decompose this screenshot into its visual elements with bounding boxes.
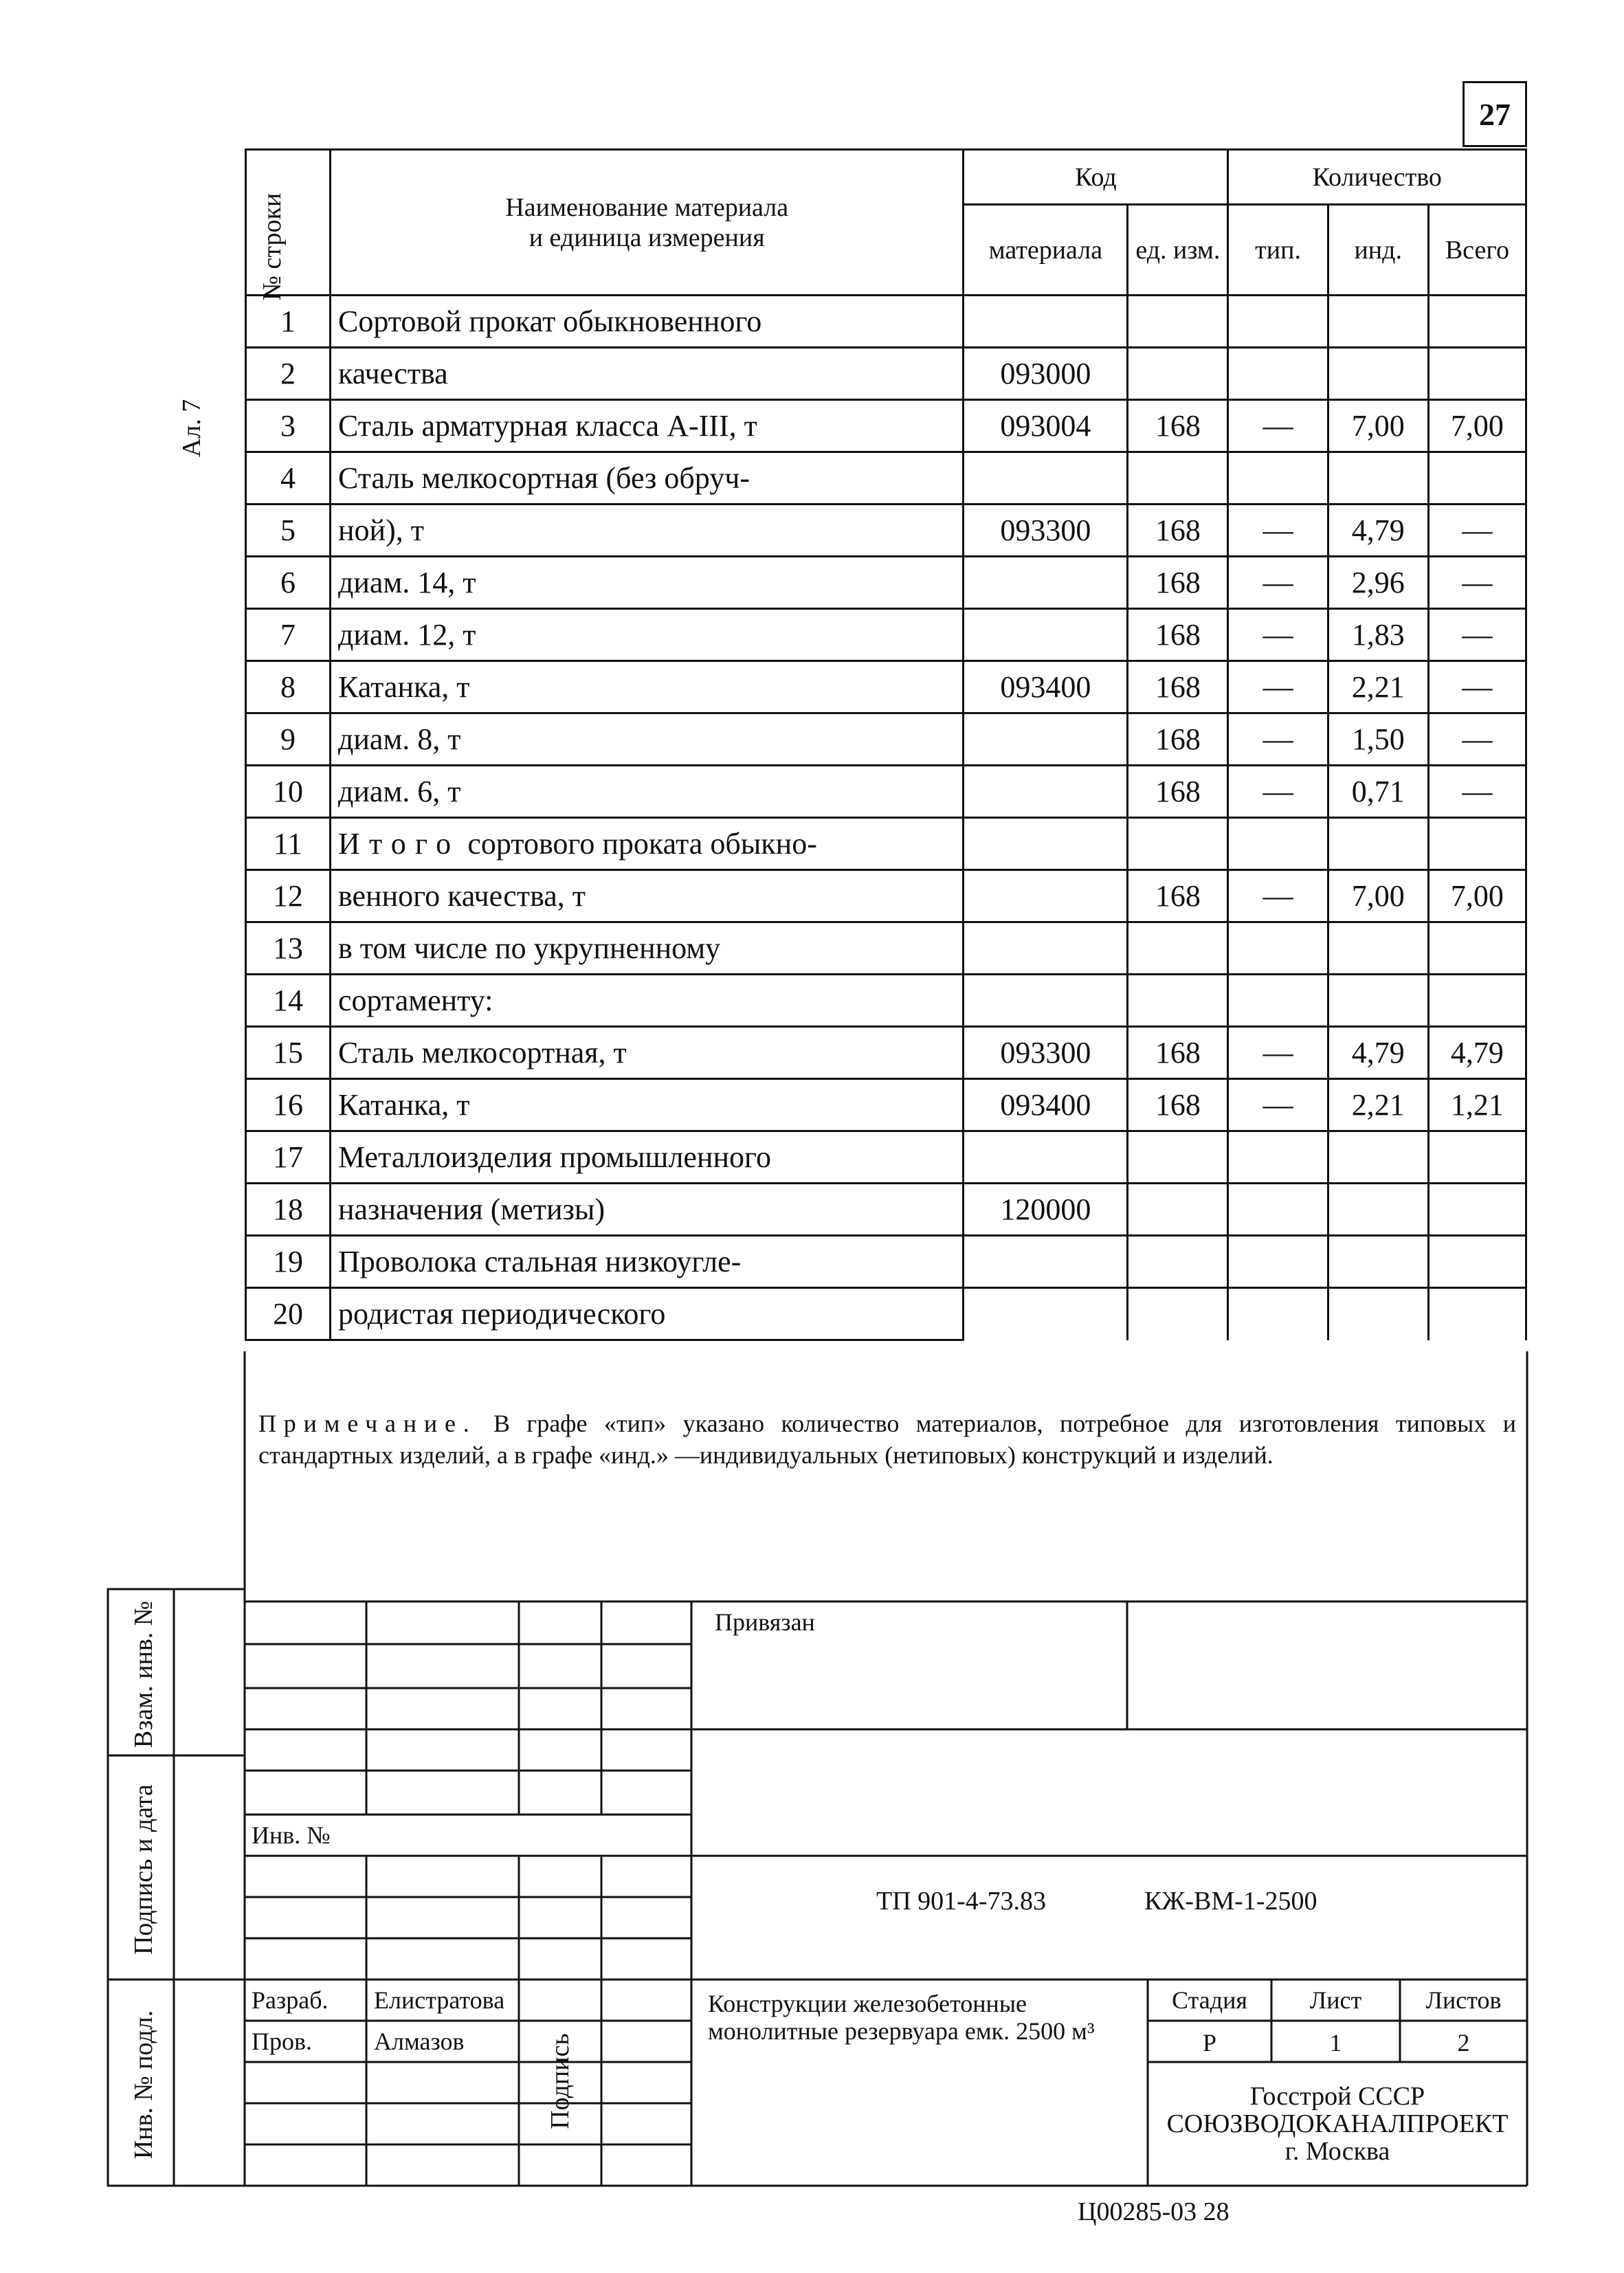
material-name-text: Сортовой прокат обыкновенного: [337, 304, 762, 338]
row-number: 16: [246, 1079, 331, 1131]
qty-total: 7,00: [1428, 870, 1526, 922]
header-qty-typ: тип.: [1228, 205, 1328, 296]
inv-no-label: Инв. №: [252, 1821, 331, 1849]
qty-ind: 7,00: [1328, 870, 1428, 922]
material-name-text: сортаменту:: [337, 983, 493, 1017]
role-checker: Пров.: [252, 2028, 312, 2055]
unit-code: 168: [1128, 557, 1228, 609]
note-text: В графе «тип» указано количество материалов, потребное для изготовления типовых и стандартных изделий, а в графе «инд.» —индивидуальных (нетиповых) конструкций и изделий.: [258, 1410, 1516, 1469]
material-name-text: сортового проката обыкно-: [460, 826, 817, 861]
unit-code: 168: [1128, 400, 1228, 452]
header-name-line2: и единица измерения: [529, 223, 765, 252]
person-developer: Елистратова: [374, 1986, 505, 2014]
material-name-text: качества: [337, 356, 448, 390]
unit-code: 168: [1128, 1027, 1228, 1079]
row-number: 17: [246, 1131, 331, 1184]
row-number: 4: [246, 452, 331, 505]
header-name-line1: Наименование материала: [505, 192, 789, 222]
qty-ind: 2,21: [1328, 661, 1428, 713]
material-code: 093300: [964, 505, 1128, 557]
material-name-text: Сталь арматурная класса А-III, т: [337, 408, 757, 443]
row-number: 11: [246, 818, 331, 870]
material-name-text: родистая периодического: [337, 1296, 666, 1331]
qty-typ: —: [1228, 609, 1328, 661]
qty-total: —: [1428, 661, 1526, 713]
row-number: 12: [246, 870, 331, 922]
material-name-text: Сталь мелкосортная, т: [337, 1035, 627, 1069]
page-footer: Ц00285-03 28: [1078, 2197, 1230, 2226]
material-name-text: назначения (метизы): [337, 1192, 605, 1226]
appendix-label: Ал. 7: [177, 399, 206, 458]
qty-typ: —: [1228, 505, 1328, 557]
org-line2: СОЮЗВОДОКАНАЛПРОЕКТ: [1166, 2109, 1509, 2138]
sheets-label: Листов: [1425, 1986, 1502, 2014]
material-name-text: в том числе по укрупненному: [337, 931, 721, 965]
qty-typ: —: [1228, 713, 1328, 766]
unit-code: 168: [1128, 870, 1228, 922]
org-line3: г. Москва: [1284, 2137, 1390, 2166]
qty-total: 7,00: [1428, 400, 1526, 452]
unit-code: 168: [1128, 609, 1228, 661]
row-number: 14: [246, 975, 331, 1027]
qty-ind: 4,79: [1328, 1027, 1428, 1079]
qty-total: —: [1428, 557, 1526, 609]
qty-ind: 4,79: [1328, 505, 1428, 557]
qty-total: —: [1428, 505, 1526, 557]
qty-typ: —: [1228, 870, 1328, 922]
material-name-text: венного качества, т: [337, 878, 586, 913]
row-number: 19: [246, 1236, 331, 1288]
material-code: 093400: [964, 661, 1128, 713]
signature-column-label: Подпись: [546, 2033, 575, 2129]
material-name-text: ной), т: [337, 513, 424, 547]
qty-ind: 0,71: [1328, 766, 1428, 818]
row-number: 7: [246, 609, 331, 661]
drawing-title: Конструкции железобетонные монолитные резервуара емк. 2500 м³: [708, 1990, 1095, 2045]
qty-ind: 2,21: [1328, 1079, 1428, 1131]
material-code: 093300: [964, 1027, 1128, 1079]
header-row-no-text: № строки: [258, 192, 287, 301]
row-number: 15: [246, 1027, 331, 1079]
header-quantity: Количество: [1228, 150, 1526, 205]
sheet-code: КЖ-ВМ-1-2500: [1144, 1887, 1317, 1916]
material-name-text: диам. 8, т: [337, 722, 461, 756]
header-code-unit: ед. изм.: [1128, 205, 1228, 296]
row-number: 1: [246, 296, 331, 348]
header-code: Код: [964, 150, 1228, 205]
stamp-vzam-inv: Взам. инв. №: [129, 1600, 158, 1749]
qty-typ: —: [1228, 557, 1328, 609]
row-number: 9: [246, 713, 331, 766]
qty-ind: 2,96: [1328, 557, 1428, 609]
role-developer: Разраб.: [252, 1986, 329, 2014]
unit-code: 168: [1128, 713, 1228, 766]
row-number: 5: [246, 505, 331, 557]
qty-typ: —: [1228, 661, 1328, 713]
attached-label: Привязан: [715, 1608, 815, 1636]
row-number: 20: [246, 1288, 331, 1340]
unit-code: 168: [1128, 505, 1228, 557]
qty-total: —: [1428, 609, 1526, 661]
row-number: 10: [246, 766, 331, 818]
qty-typ: —: [1228, 1027, 1328, 1079]
row-number: 2: [246, 348, 331, 400]
stamp-inv-original: Инв. № подл.: [129, 2010, 158, 2160]
note-label: Примечание.: [258, 1410, 477, 1437]
material-name-text: диам. 14, т: [337, 565, 476, 599]
material-code: 120000: [964, 1184, 1128, 1236]
unit-code: 168: [1128, 1079, 1228, 1131]
stage-value: Р: [1202, 2029, 1217, 2056]
qty-total: 1,21: [1428, 1079, 1526, 1131]
qty-typ: —: [1228, 1079, 1328, 1131]
org-line1: Госстрой СССР: [1249, 2082, 1425, 2111]
page-number: 27: [1462, 81, 1527, 147]
material-code: 093000: [964, 348, 1128, 400]
qty-typ: —: [1228, 766, 1328, 818]
qty-ind: 7,00: [1328, 400, 1428, 452]
unit-code: 168: [1128, 661, 1228, 713]
unit-code: 168: [1128, 766, 1228, 818]
row-number: 13: [246, 922, 331, 975]
stage-label: Стадия: [1172, 1986, 1247, 2014]
row-number: 6: [246, 557, 331, 609]
material-code: 093004: [964, 400, 1128, 452]
sheet-value: 1: [1329, 2029, 1342, 2056]
material-code: 093400: [964, 1079, 1128, 1131]
sheet-label: Лист: [1309, 1986, 1362, 2014]
material-name-text: Проволока стальная низкоугле-: [337, 1244, 742, 1278]
header-qty-ind: инд.: [1328, 205, 1428, 296]
material-name-text: Металлоизделия промышленного: [337, 1140, 771, 1174]
qty-total: —: [1428, 713, 1526, 766]
row-number: 3: [246, 400, 331, 452]
material-name-text: диам. 6, т: [337, 774, 461, 808]
row-number: 8: [246, 661, 331, 713]
material-name-text: Катанка, т: [337, 669, 470, 704]
row-number: 18: [246, 1184, 331, 1236]
material-name-text: Катанка, т: [337, 1087, 470, 1122]
material-name-text: диам. 12, т: [337, 617, 476, 652]
qty-total: 4,79: [1428, 1027, 1526, 1079]
header-qty-total: Всего: [1428, 205, 1526, 296]
header-code-material: материала: [964, 205, 1128, 296]
qty-typ: —: [1228, 400, 1328, 452]
total-label: Итого: [337, 826, 460, 861]
qty-ind: 1,83: [1328, 609, 1428, 661]
sheets-value: 2: [1457, 2029, 1470, 2056]
doc-code: ТП 901-4-73.83: [876, 1887, 1046, 1916]
person-checker: Алмазов: [374, 2028, 465, 2055]
qty-ind: 1,50: [1328, 713, 1428, 766]
material-name-text: Сталь мелкосортная (без обруч-: [337, 461, 750, 495]
qty-total: —: [1428, 766, 1526, 818]
stamp-signature-date: Подпись и дата: [129, 1784, 158, 1955]
